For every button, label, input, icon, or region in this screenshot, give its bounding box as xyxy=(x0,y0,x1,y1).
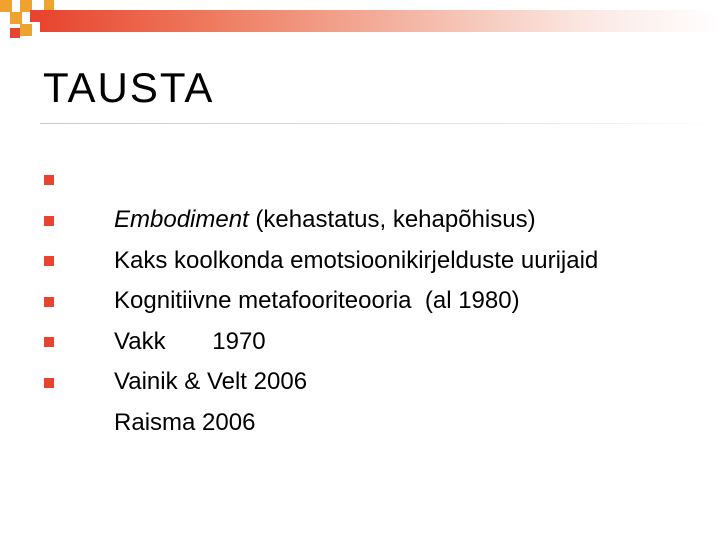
bullet-text: Vakk 1970 xyxy=(114,327,266,355)
square-bullet-icon xyxy=(44,297,54,307)
corner-square xyxy=(0,0,12,12)
corner-square xyxy=(20,24,32,36)
square-bullet-icon xyxy=(44,256,54,266)
square-bullet-icon xyxy=(44,337,54,347)
bullet-text: Kognitiivne metafooriteooria (al 1980) xyxy=(114,287,520,314)
square-bullet-icon xyxy=(44,378,54,388)
bullet-item xyxy=(44,160,598,233)
bullet-item xyxy=(44,363,598,436)
bullet-text: Kaks koolkonda emotsioonikirjelduste uurijaid xyxy=(114,246,599,274)
corner-square xyxy=(10,28,20,38)
bullet-text: Raisma 2006 xyxy=(114,408,256,436)
corner-square xyxy=(44,0,54,10)
square-bullet-icon xyxy=(44,175,54,185)
bullet-text: Vainik & Velt 2006 xyxy=(114,368,308,395)
header-gradient-band xyxy=(40,10,720,32)
bullet-emphasis: Embodiment xyxy=(114,206,249,233)
corner-square xyxy=(30,10,42,22)
bullet-text: (kehastatus, kehapõhisus) xyxy=(248,206,536,233)
bullet-item xyxy=(44,241,598,314)
square-bullet-icon xyxy=(44,216,54,226)
bullet-item xyxy=(44,282,598,355)
title-divider xyxy=(40,123,720,124)
bullet-item xyxy=(44,201,599,274)
corner-square xyxy=(10,12,22,24)
bullet-item xyxy=(44,322,598,395)
slide-title: TAUSTA xyxy=(43,64,215,111)
bullet-list xyxy=(44,160,599,436)
